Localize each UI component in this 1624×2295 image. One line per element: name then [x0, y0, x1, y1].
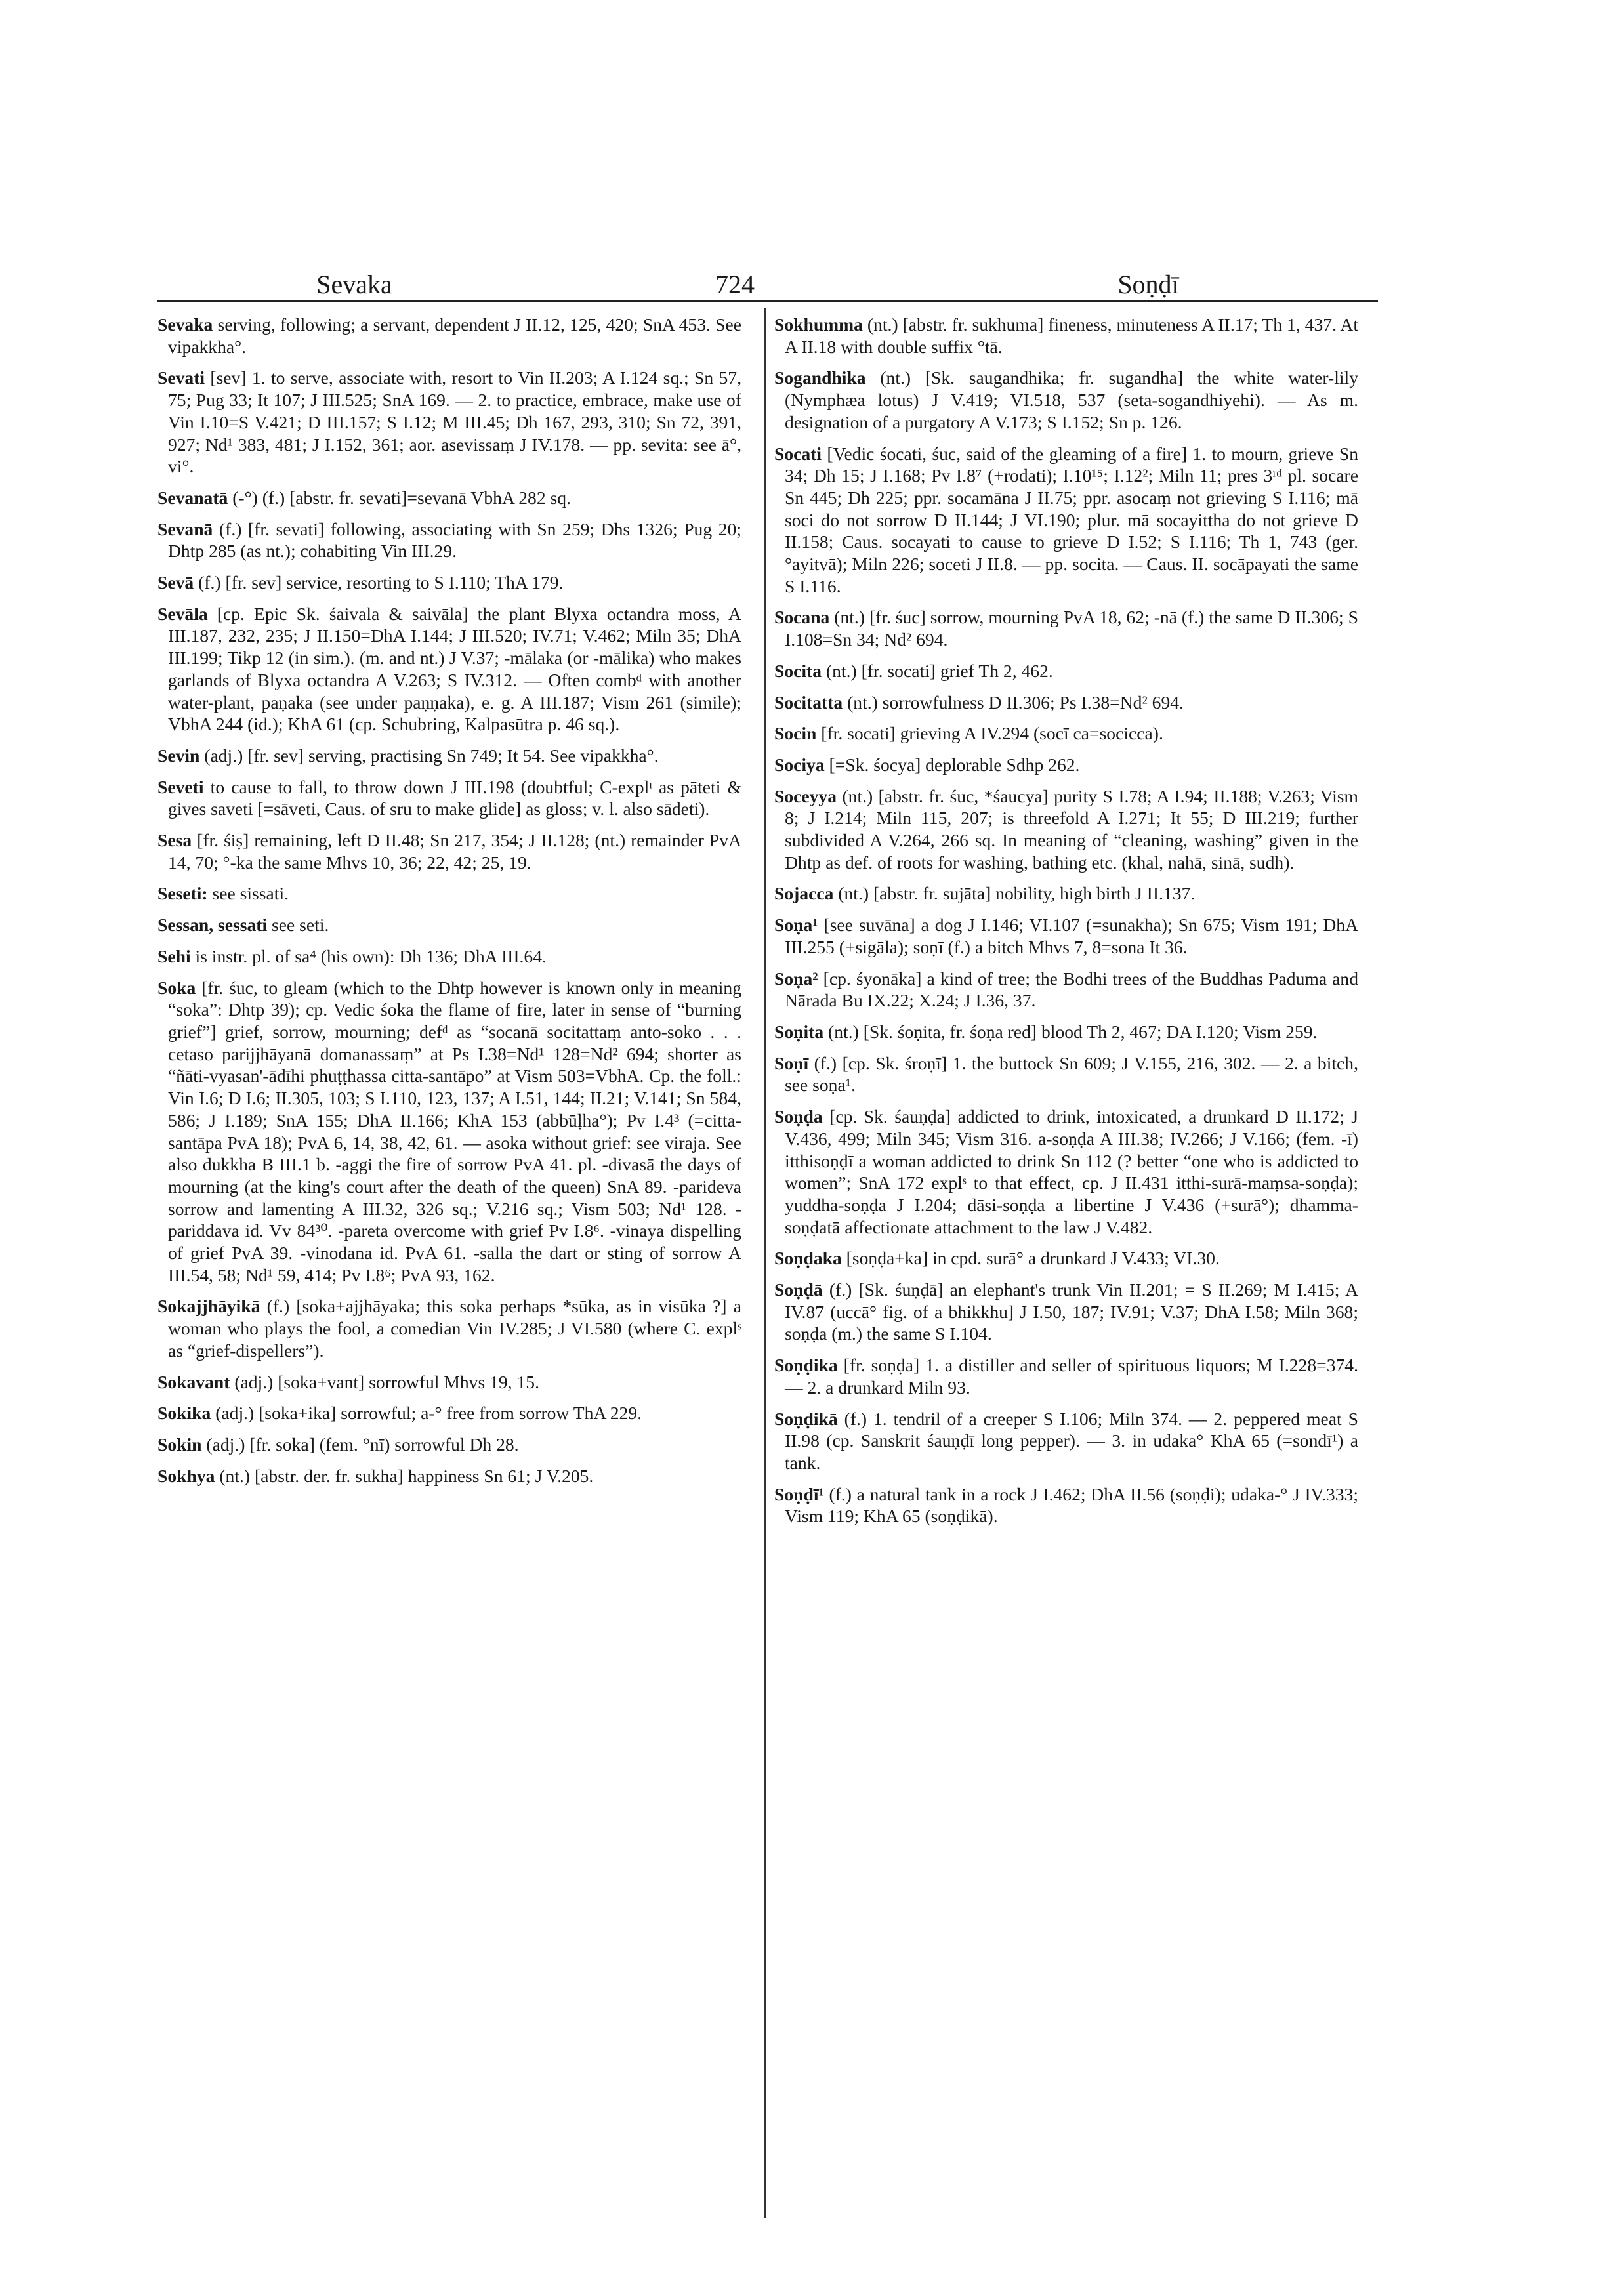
dictionary-entry — [774, 914, 1358, 958]
right-column — [774, 314, 1358, 1537]
entry-headword: Sevin — [157, 745, 200, 766]
entry-headword: Sehi — [157, 945, 191, 966]
dictionary-entry — [157, 518, 741, 562]
header-right-guideword: Soṇḍī — [1117, 270, 1179, 299]
dictionary-entry — [774, 606, 1358, 650]
entry-headword: Socana — [774, 607, 830, 628]
entry-definition: (f.) 1. tendril of a creeper S I.106; Miln 374. — 2. peppered meat S II.98 (cp. Sanskrit śauṇḍī long pepper). — 3. in udaka° KhA 65 (=sondī¹) a tank. — [785, 1408, 1358, 1473]
entry-definition: [=Sk. śocya] deplorable Sdhp 262. — [824, 754, 1080, 775]
dictionary-entry — [157, 603, 741, 735]
dictionary-entry — [157, 776, 741, 820]
entry-headword: Sokika — [157, 1403, 211, 1424]
dictionary-entry — [774, 1483, 1358, 1527]
entry-headword: Sokhya — [157, 1465, 215, 1486]
entry-headword: Sessan, sessati — [157, 915, 268, 936]
entry-headword: Sevanatā — [157, 487, 228, 508]
dictionary-entry — [774, 1052, 1358, 1096]
entry-headword: Soṇḍika — [774, 1355, 838, 1376]
entry-definition: to cause to fall, to throw down J III.198 (doubtful; C-explᶦ as pāteti & gives saveti [=sāveti, Caus. of sru to make glide] as gloss; v. l. also sādeti). — [168, 776, 741, 819]
entry-definition: (adj.) [fr. soka] (fem. °nī) sorrowful Dh 28. — [201, 1434, 519, 1455]
dictionary-entry — [774, 443, 1358, 598]
dictionary-entry — [774, 1354, 1358, 1398]
entry-headword: Soṇḍā — [774, 1279, 823, 1300]
dictionary-entry — [157, 367, 741, 478]
entry-headword: Soṇī — [774, 1052, 809, 1073]
dictionary-entry — [774, 1106, 1358, 1238]
entry-definition: (nt.) [fr. socati] grief Th 2, 462. — [822, 660, 1053, 681]
entry-definition: [cp. śyonāka] a kind of tree; the Bodhi trees of the Buddhas Paduma and Nārada Bu IX.22; X.24; J I.36, 37. — [785, 968, 1358, 1011]
dictionary-entry — [774, 1021, 1358, 1043]
entry-definition: (nt.) [abstr. fr. śuc, *śaucya] purity S I.78; A I.94; II.188; V.263; Vism 8; J I.214; Miln 115, 207; is threefold A I.271; It 55; D III.219; further subdivided A V.264, 266 sq. In meaning of “cleaning, washing” given in the Dhtp as def. of roots for washing, bathing etc. (khal, nahā, sinā, sudh). — [785, 785, 1358, 873]
entry-definition: (-°) (f.) [abstr. fr. sevati]=sevanā VbhA 282 sq. — [228, 487, 571, 508]
entry-definition: [fr. śiṣ] remaining, left D II.48; Sn 217, 354; J II.128; (nt.) remainder PvA 14, 70; °-ka the same Mhvs 10, 36; 22, 42; 25, 19. — [168, 830, 741, 873]
entry-definition: [soṇḍa+ka] in cpd. surā° a drunkard J V.433; VI.30. — [841, 1248, 1220, 1269]
entry-definition: (nt.) [abstr. fr. sukhuma] fineness, minuteness A II.17; Th 1, 437. At A II.18 with double suffix °tā. — [785, 314, 1358, 357]
dictionary-entry — [157, 1402, 741, 1424]
entry-definition: (nt.) [Sk. saugandhika; fr. sugandha] the white water-lily (Nymphæa lotus) J V.419; VI.518, 537 (seta-sogandhiyehi). — As m. designation of a purgatory A V.173; S I.152; Sn p. 126. — [785, 367, 1358, 432]
left-column — [157, 314, 741, 1496]
header-left-guideword: Sevaka — [316, 270, 392, 299]
entry-headword: Socin — [774, 723, 817, 744]
entry-definition: [fr. śuc, to gleam (which to the Dhtp however is known only in meaning “soka”: Dhtp 39); cp. Vedic śoka the flame of fire, later in sense of “burning grief”] grief, sorrow, mourning; defᵈ as “socanā socitattaṃ anto-soko . . . cetaso parijjhāyanā domanassaṃ” at Ps I.38=Nd¹ 128=Nd² 694; shorter as “ñāti-vyasan'-ādīhi phuṭṭhassa citta-santāpo” at Vism 503=VbhA. Cp. the foll.: Vin I.6; D I.6; II.305, 103; S I.110, 123, 137; A I.51, 144; II.21; V.141; Sn 584, 586; J I.189; SnA 155; DhA II.166; KhA 153 (abbūḷha°); Pv I.4³ (=citta-santāpa PvA 18); PvA 6, 14, 38, 42, 61. — asoka without grief: see viraja. See also dukkha B III.1 b. -aggi the fire of sorrow PvA 41. pl. -divasā the days of mourning (at the king's court after the death of the queen) SnA 89. -parideva sorrow and lamenting A III.32, 326 sq.; V.216 sq.; Vism 503; Nd¹ 128. -pariddava id. Vv 84³⁰. -pareta overcome with grief Pv I.8⁶. -vinaya dispelling of grief PvA 39. -vinodana id. PvA 61. -salla the dart or sting of sorrow A III.54, 58; Nd¹ 59, 414; Pv I.8⁶; PvA 93, 162. — [168, 977, 741, 1285]
dictionary-entry — [157, 1465, 741, 1487]
header-rule — [157, 300, 1378, 302]
entry-headword: Soṇḍaka — [774, 1248, 842, 1269]
entry-definition: [cp. Epic Sk. śaivala & saivāla] the plant Blyxa octandra moss, A III.187, 232, 235; J II.150=DhA I.144; J III.520; IV.71; V.462; Miln 35; DhA III.199; Tikp 12 (in sim.). (m. and nt.) J V.37; -mālaka (or -mālika) who makes garlands of Blyxa octandra A V.263; S IV.312. — Often combᵈ with another water-plant, paṇaka (see under paṇṇaka), e. g. A III.187; Vism 261 (simile); VbhA 244 (id.); KhA 61 (cp. Schubring, Kalpasūtra p. 46 sq.). — [168, 603, 741, 735]
entry-definition: (f.) [soka+ajjhāyaka; this soka perhaps *sūka, as in visūka ?] a woman who plays the fool, a comedian Vin IV.285; J VI.580 (where C. explˢ as “grief-dispellers”). — [168, 1296, 741, 1361]
entry-definition: is instr. pl. of sa⁴ (his own): Dh 136; DhA III.64. — [190, 945, 547, 966]
dictionary-entry — [774, 692, 1358, 714]
entry-headword: Sevā — [157, 572, 194, 593]
entry-headword: Sociya — [774, 754, 825, 775]
entry-definition: (nt.) sorrowfulness D II.306; Ps I.38=Nd² 694. — [843, 692, 1184, 713]
dictionary-entry — [157, 571, 741, 594]
dictionary-entry — [774, 785, 1358, 874]
dictionary-entry — [774, 1247, 1358, 1270]
dictionary-entry — [774, 882, 1358, 905]
entry-definition: (f.) [cp. Sk. śroṇī] 1. the buttock Sn 609; J V.155, 216, 302. — 2. a bitch, see soṇa¹. — [785, 1052, 1358, 1096]
entry-definition: (f.) [fr. sevati] following, associating with Sn 259; Dhs 1326; Pug 20; Dhtp 285 (as nt.); cohabiting Vin III.29. — [168, 518, 741, 562]
dictionary-entry — [774, 1408, 1358, 1474]
entry-headword: Socitatta — [774, 692, 843, 713]
entry-headword: Soṇḍikā — [774, 1408, 838, 1429]
entry-headword: Sevāla — [157, 603, 208, 624]
dictionary-entry — [774, 754, 1358, 776]
dictionary-entry — [774, 1279, 1358, 1345]
entry-definition: (nt.) [fr. śuc] sorrow, mourning PvA 18, 62; -nā (f.) the same D II.306; S I.108=Sn 34; Nd² 694. — [785, 607, 1358, 650]
entry-headword: Sogandhika — [774, 367, 866, 388]
entry-headword: Soka — [157, 977, 196, 998]
dictionary-entry — [157, 914, 741, 936]
entry-definition: see sissati. — [207, 883, 289, 904]
entry-headword: Soceyya — [774, 785, 837, 806]
entry-definition: [cp. Sk. śauṇḍa] addicted to drink, intoxicated, a drunkard D II.172; J V.436, 499; Miln 345; Vism 316. a-soṇḍa A III.38; IV.266; J V.166; (fem. -ī) itthisoṇḍī a woman addicted to drink Sn 112 (? better “one who is addicted to women”; SnA 172 explˢ to that effect, cp. J II.431 itthi-surā-maṃsa-soṇḍa); yuddha-soṇḍa J I.204; dāsi-soṇḍa a libertine J V.436 (+surā°); dhamma-soṇḍatā affectionate attachment to the law J V.482. — [785, 1106, 1358, 1237]
entry-definition: (f.) a natural tank in a rock J I.462; DhA II.56 (soṇḍi); udaka-° J IV.333; Vism 119; KhA 65 (soṇḍikā). — [785, 1483, 1358, 1527]
entry-headword: Socita — [774, 660, 822, 681]
entry-headword: Socati — [774, 443, 822, 464]
dictionary-entry — [157, 487, 741, 509]
dictionary-entry — [157, 882, 741, 905]
entry-headword: Soṇa¹ — [774, 915, 818, 936]
entry-definition: [fr. socati] grieving A IV.294 (socī ca=socicca). — [816, 723, 1163, 744]
page-header — [157, 266, 1378, 305]
entry-definition: [see suvāna] a dog J I.146; VI.107 (=sunakha); Sn 675; Vism 191; DhA III.255 (+sigāla); soṇī (f.) a bitch Mhvs 7, 8=sona It 36. — [785, 915, 1358, 957]
entry-headword: Soṇḍī¹ — [774, 1483, 824, 1504]
entry-definition: [sev] 1. to serve, associate with, resort to Vin II.203; A I.124 sq.; Sn 57, 75; Pug 33; It 107; J III.525; SnA 169. — 2. to practice, embrace, make use of Vin I.10=S V.421; D III.157; S I.12; M III.45; Dh 167, 293, 310; Sn 72, 391, 927; Nd¹ 383, 481; J I.152, 361; aor. asevissaṃ J IV.178. — pp. sevita: see ā°, vi°. — [168, 367, 741, 477]
entry-headword: Sokin — [157, 1434, 202, 1455]
entry-definition: (adj.) [soka+vant] sorrowful Mhvs 19, 15. — [230, 1371, 539, 1392]
dictionary-entry — [774, 722, 1358, 745]
entry-definition: see seti. — [267, 915, 329, 936]
entry-definition: (nt.) [abstr. der. fr. sukha] happiness Sn 61; J V.205. — [215, 1465, 594, 1486]
entry-definition: [Vedic śocati, śuc, said of the gleaming of a fire] 1. to mourn, grieve Sn 34; Dh 15; J I.168; Pv I.8⁷ (+rodati); I.10¹⁵; I.12²; Miln 11; pres 3ʳᵈ pl. socare Sn 445; Dh 225; ppr. socamāna J II.75; ppr. asocaṃ not grieving S I.116; mā soci do not sorrow D II.144; J VI.190; plur. mā socayittha do not grieve D II.158; Caus. socayati to cause to grieve D I.52; S I.116; Th 1, 743 (ger. °ayitvā); Miln 226; soceti J II.8. — pp. socita. — Caus. II. socāpayati the same S I.116. — [785, 443, 1358, 596]
entry-headword: Sesa — [157, 830, 192, 851]
dictionary-entry — [157, 977, 741, 1287]
entry-definition: (f.) [fr. sev] service, resorting to S I.110; ThA 179. — [194, 572, 564, 593]
dictionary-entry — [774, 660, 1358, 682]
dictionary-entry — [157, 1434, 741, 1456]
entry-headword: Seseti: — [157, 883, 208, 904]
entry-headword: Sokavant — [157, 1371, 230, 1392]
entry-headword: Soṇa² — [774, 968, 818, 989]
dictionary-entry — [157, 1371, 741, 1394]
entry-definition: (adj.) [soka+ika] sorrowful; a-° free from sorrow ThA 229. — [211, 1403, 642, 1424]
entry-definition: [fr. soṇḍa] 1. a distiller and seller of spirituous liquors; M I.228=374. — 2. a drunkard Miln 93. — [785, 1355, 1358, 1397]
entry-headword: Sevati — [157, 367, 205, 388]
entry-headword: Sojacca — [774, 883, 834, 904]
dictionary-entry — [774, 314, 1358, 358]
dictionary-entry — [157, 1295, 741, 1361]
entry-headword: Sokhumma — [774, 314, 863, 335]
entry-headword: Sokajjhāyikā — [157, 1296, 260, 1317]
entry-definition: (f.) [Sk. śuṇḍā] an elephant's trunk Vin II.201; = S II.269; M I.415; A IV.87 (uccā° fig. of a bhikkhu] J I.50, 187; IV.91; V.37; DhA I.58; Miln 368; soṇḍa (m.) the same S I.104. — [785, 1279, 1358, 1344]
dictionary-entry — [774, 968, 1358, 1012]
dictionary-entry — [157, 314, 741, 358]
entry-definition: (adj.) [fr. sev] serving, practising Sn 749; It 54. See vipakkha°. — [199, 745, 659, 766]
dictionary-entry — [157, 829, 741, 873]
entry-headword: Sevanā — [157, 518, 213, 539]
entry-definition: serving, following; a servant, dependent J II.12, 125, 420; SnA 453. See vipakkha°. — [168, 314, 741, 357]
entry-definition: (nt.) [abstr. fr. sujāta] nobility, high birth J II.137. — [833, 883, 1196, 904]
dictionary-entry — [157, 745, 741, 767]
dictionary-entry — [774, 367, 1358, 433]
entry-headword: Soṇita — [774, 1021, 824, 1042]
column-divider — [764, 308, 766, 2218]
entry-headword: Soṇḍa — [774, 1106, 823, 1127]
entry-definition: (nt.) [Sk. śoṇita, fr. śoṇa red] blood Th 2, 467; DA I.120; Vism 259. — [823, 1021, 1318, 1042]
page-number: 724 — [715, 270, 755, 299]
dictionary-entry — [157, 945, 741, 968]
entry-headword: Seveti — [157, 776, 204, 797]
entry-headword: Sevaka — [157, 314, 213, 335]
